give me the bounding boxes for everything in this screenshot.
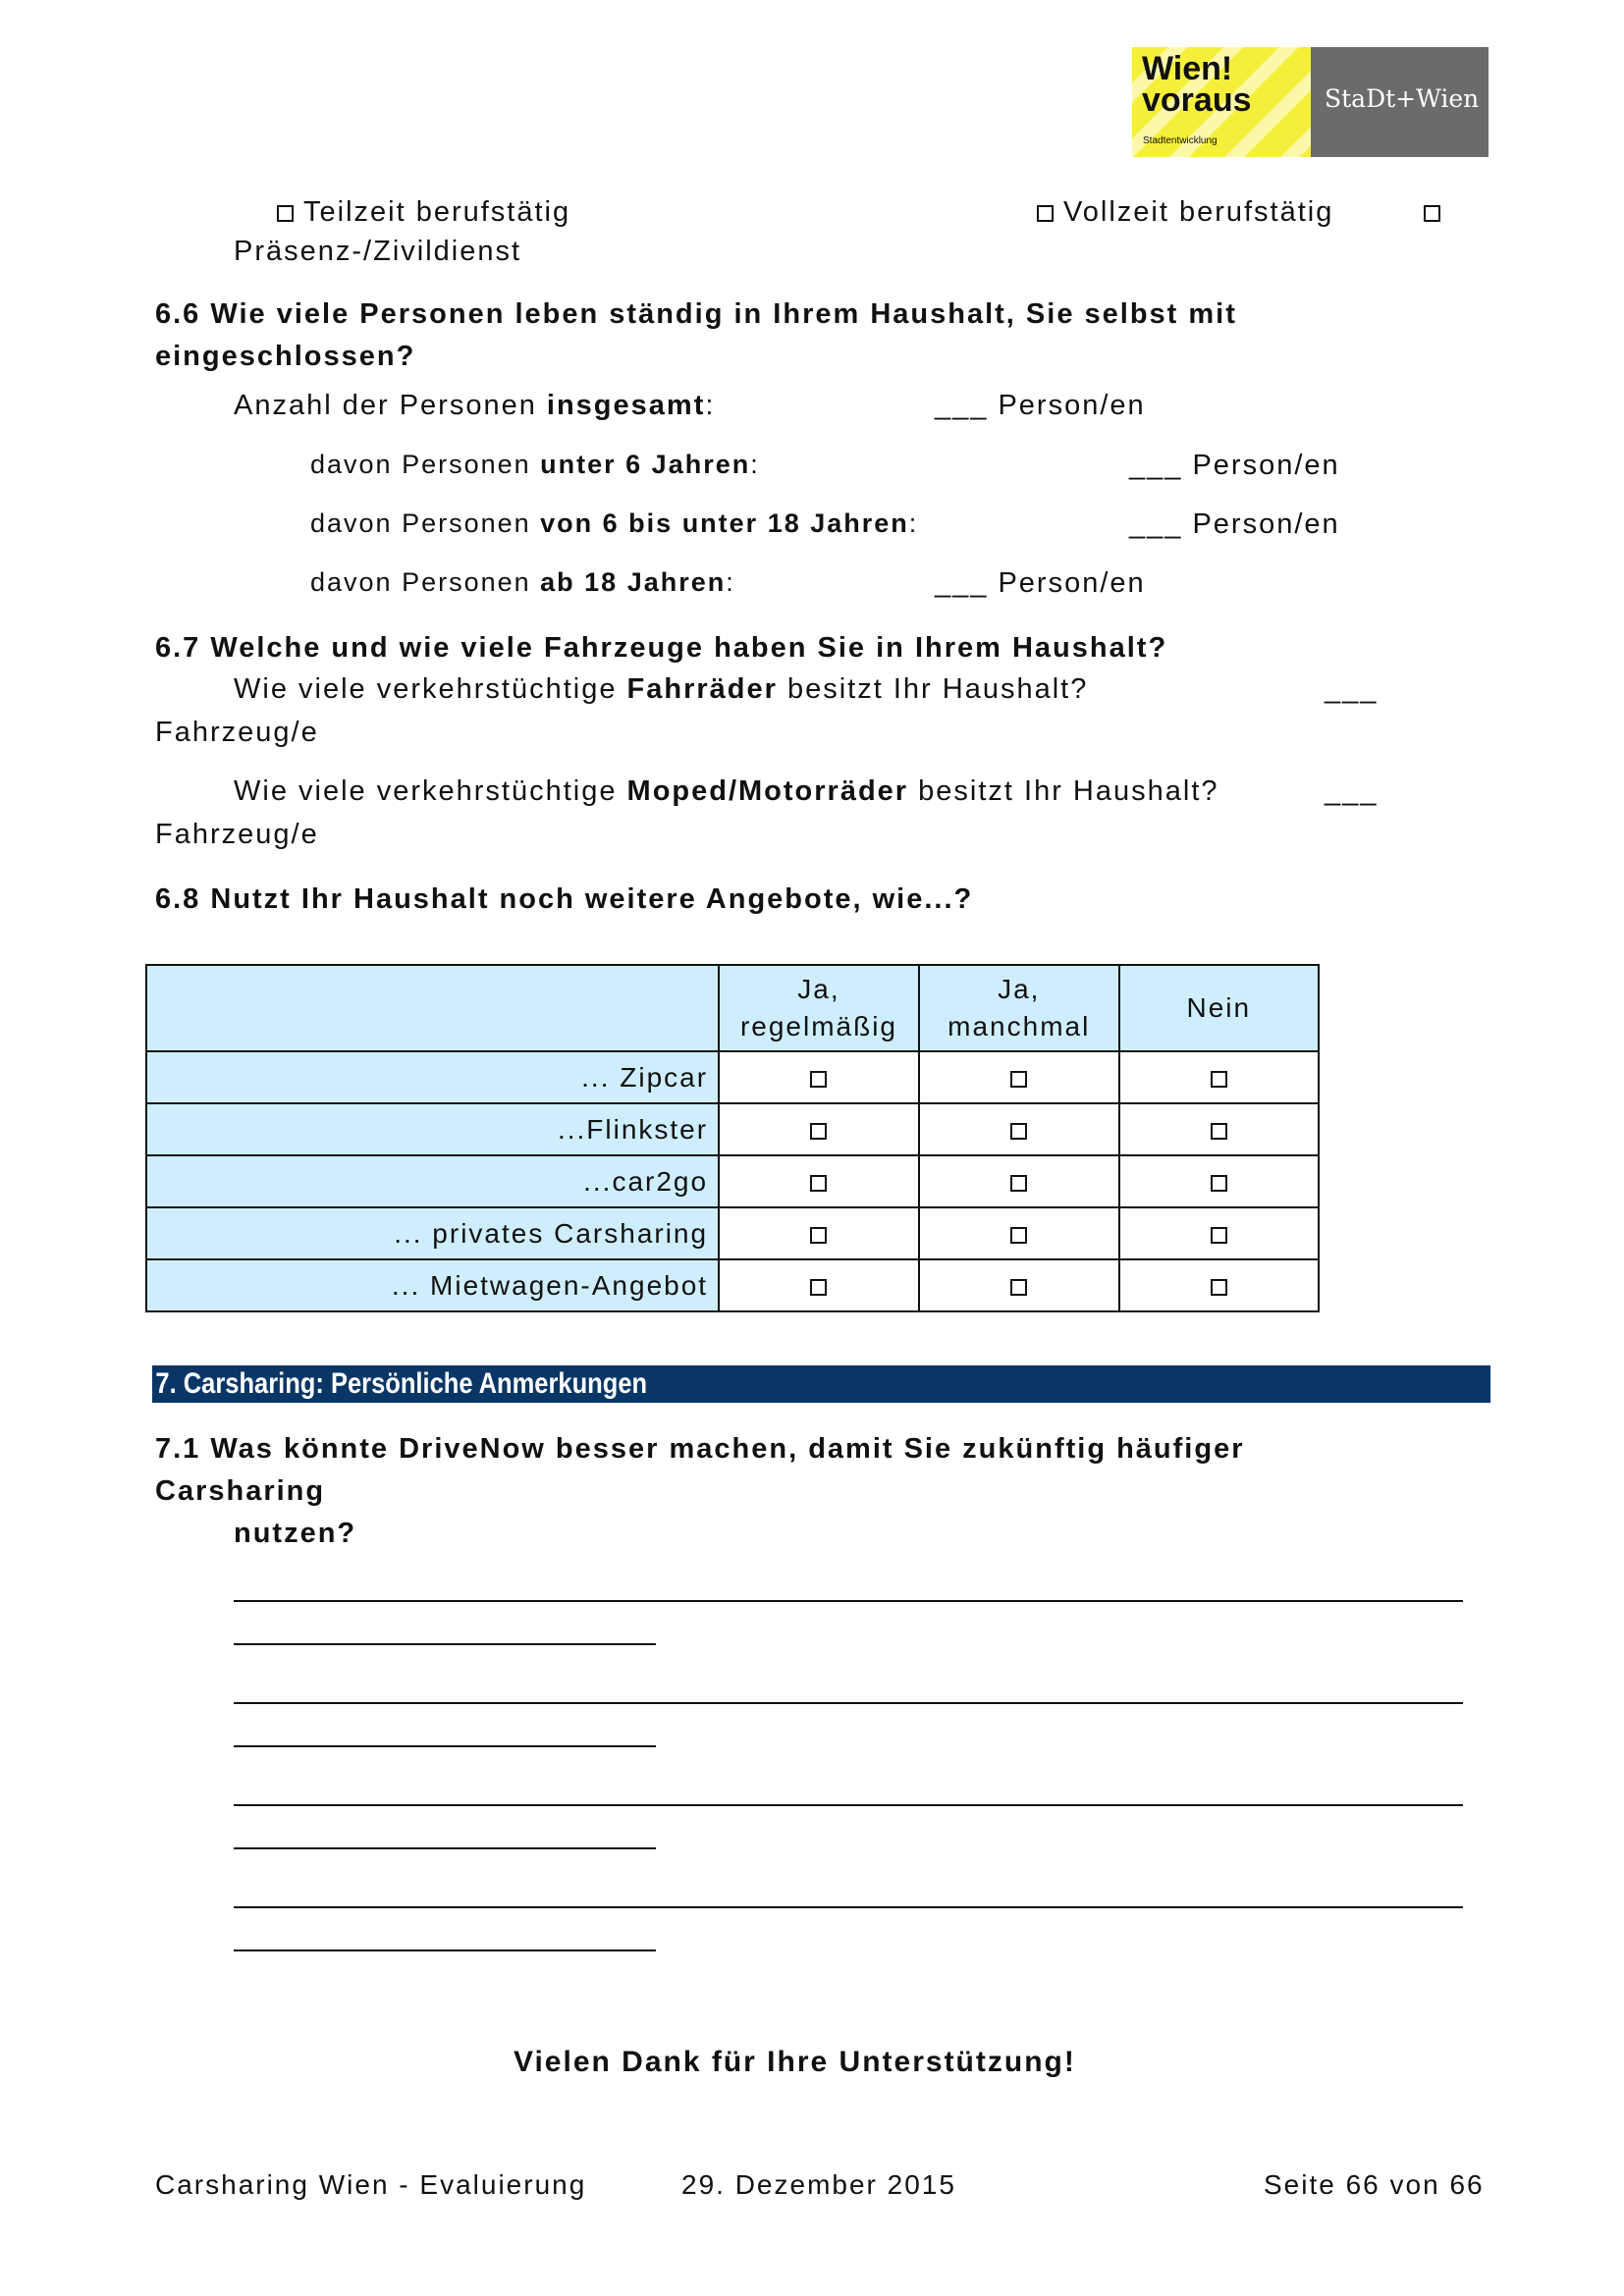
moto-unit: Fahrzeug/e [155,819,319,850]
row-label-privates-carsharing: ... privates Carsharing [146,1207,719,1259]
persons-over18-field[interactable]: ___ Person/en [935,567,1146,599]
footer-date: 29. Dezember 2015 [681,2169,956,2200]
offers-table [145,964,1320,1312]
row-label-car2go: ...car2go [146,1155,719,1207]
persons-over18-label: davon Personen ab 18 Jahren: [310,567,735,597]
persons-total-label: Anzahl der Personen insgesamt: [234,390,716,421]
header-manchmal: Ja, manchmal [919,965,1119,1051]
checkbox-icon[interactable] [1010,1123,1027,1140]
question-6-7-title: 6.7 Welche und wie viele Fahrzeuge haben Sie in Ihrem Haushalt? [155,632,1168,664]
question-6-8-title: 6.8 Nutzt Ihr Haushalt noch weitere Angebote, wie...? [155,883,974,915]
footer-title: Carsharing Wien - Evaluierung [155,2169,587,2200]
row-label-zipcar: ... Zipcar [146,1051,719,1103]
option-teilzeit[interactable]: Teilzeit berufstätig [277,196,570,229]
checkbox-icon[interactable] [1010,1227,1027,1244]
checkbox-icon[interactable] [1211,1071,1227,1088]
persons-total-field[interactable]: ___ Person/en [935,390,1146,421]
checkbox-icon[interactable] [1211,1175,1227,1192]
answer-line[interactable] [234,1600,1463,1602]
checkbox-icon[interactable] [810,1071,827,1088]
answer-line[interactable] [234,1949,656,1951]
option-vollzeit[interactable]: Vollzeit berufstätig [1037,196,1333,229]
header-empty [146,965,719,1051]
bikes-field[interactable]: ___ [1325,673,1379,705]
table-row [146,1259,1319,1311]
question-7-1-title-cont: Carsharing [155,1475,326,1507]
answer-line[interactable] [234,1847,656,1849]
checkbox-icon[interactable] [810,1123,827,1140]
persons-under6-label: davon Personen unter 6 Jahren: [310,450,760,479]
table-row [146,1155,1319,1207]
checkbox-icon[interactable] [810,1227,827,1244]
checkbox-icon[interactable] [1010,1175,1027,1192]
question-6-6-title: 6.6 Wie viele Personen leben ständig in Ihrem Haushalt, Sie selbst mit [155,298,1237,330]
answer-line[interactable] [234,1906,1463,1908]
footer-page-number: Seite 66 von 66 [1264,2169,1485,2200]
thank-you-text: Vielen Dank für Ihre Unterstützung! [514,2046,1076,2078]
question-7-1-title-end: nutzen? [234,1518,357,1549]
row-label-mietwagen: ... Mietwagen-Angebot [146,1259,719,1311]
option-praesenz-checkbox[interactable] [1424,196,1450,229]
checkbox-icon[interactable] [1037,205,1054,222]
persons-6to18-field[interactable]: ___ Person/en [1129,508,1340,540]
option-praesenz-label: Präsenz-/Zivildienst [234,236,522,267]
section-7-header: 7. Carsharing: Persönliche Anmerkungen [152,1365,1490,1403]
checkbox-icon[interactable] [1211,1279,1227,1296]
moto-question: Wie viele verkehrstüchtige Moped/Motorräder besitzt Ihr Haushalt? [234,775,1219,807]
table-header-row [146,965,1319,1051]
question-7-1-title: 7.1 Was könnte DriveNow besser machen, damit Sie zukünftig häufiger [155,1433,1245,1465]
question-6-6-title-cont: eingeschlossen? [155,341,416,372]
table-row [146,1103,1319,1155]
checkbox-icon[interactable] [1010,1071,1027,1088]
bikes-question: Wie viele verkehrstüchtige Fahrräder besitzt Ihr Haushalt? [234,673,1089,705]
row-label-flinkster: ...Flinkster [146,1103,719,1155]
answer-line[interactable] [234,1643,656,1645]
wien-voraus-logo [1132,47,1311,157]
logo-subtext: Stadtentwicklung [1143,135,1218,146]
checkbox-icon[interactable] [810,1279,827,1296]
answer-line[interactable] [234,1745,656,1747]
bikes-unit: Fahrzeug/e [155,717,319,748]
checkbox-icon[interactable] [1211,1123,1227,1140]
answer-line[interactable] [234,1702,1463,1704]
logo-text: Wien! voraus [1142,50,1252,119]
header-regelmaessig: Ja, regelmäßig [719,965,919,1051]
persons-under6-field[interactable]: ___ Person/en [1129,450,1340,481]
table-row [146,1207,1319,1259]
table-row [146,1051,1319,1103]
checkbox-icon[interactable] [1211,1227,1227,1244]
checkbox-icon[interactable] [277,205,294,222]
checkbox-icon[interactable] [810,1175,827,1192]
moto-field[interactable]: ___ [1325,775,1379,807]
persons-6to18-label: davon Personen von 6 bis unter 18 Jahren: [310,508,919,538]
answer-line[interactable] [234,1804,1463,1806]
stadt-wien-logo: StaDt+Wien [1311,47,1489,157]
checkbox-icon[interactable] [1010,1279,1027,1296]
header-nein: Nein [1119,965,1319,1051]
checkbox-icon[interactable] [1424,205,1440,222]
